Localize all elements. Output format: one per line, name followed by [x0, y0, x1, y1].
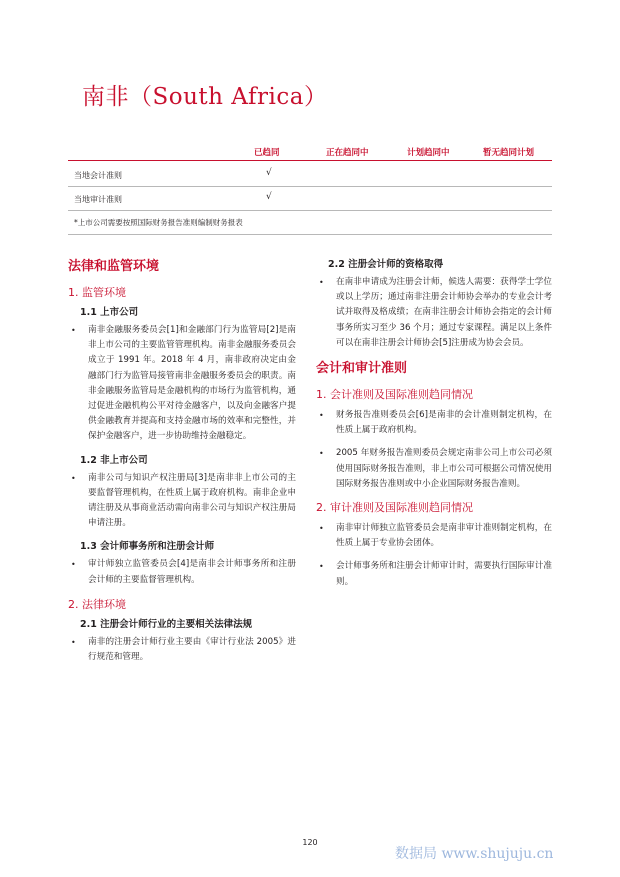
paragraph: 财务报告准则委员会[6]是南非的会计准则制定机构，在性质上属于政府机构。	[336, 410, 552, 436]
subsection-laws: 2.1 注册会计师行业的主要相关法律法规	[80, 618, 253, 630]
list-item	[316, 521, 552, 551]
page-number: 120	[302, 838, 318, 847]
table-header-rule	[68, 160, 552, 161]
paragraph: 南非的注册会计师行业主要由《审计行业法 2005》进行规范和管理。	[88, 636, 296, 663]
page-title: 南非（South Africa）	[82, 84, 328, 110]
bullet-icon: •	[71, 560, 76, 570]
header-converging: 正在趋同中	[326, 148, 369, 158]
bullet-icon: •	[319, 449, 324, 459]
subsection-firms: 1.3 会计师事务所和注册会计师	[80, 541, 215, 553]
table-check: √	[266, 168, 272, 178]
list-item	[316, 408, 552, 438]
subheading-legal: 2. 法律环境	[68, 597, 126, 611]
list-item	[68, 557, 296, 587]
bullet-icon: •	[319, 278, 324, 287]
list-item	[316, 446, 552, 492]
paragraph: 南非公司与知识产权注册局[3]是南非非上市公司的主要监督管理机构，在性质上属于政府机构。南非企业申请注册及从事商业活动需向南非公司与知识产权注册局申请注册。	[88, 472, 296, 529]
section-heading-legal: 法律和监管环境	[68, 259, 160, 274]
paragraph: 审计师独立监管委员会[4]是南非会计师事务所和注册会计师的主要监督管理机构。	[88, 559, 296, 585]
header-no-plan: 暂无趋同计划	[483, 148, 535, 158]
table-check: √	[266, 192, 272, 202]
list-item	[316, 559, 552, 589]
subheading-auditing: 2. 审计准则及国际准则趋同情况	[316, 501, 473, 515]
subheading-accounting: 1. 会计准则及国际准则趋同情况	[316, 388, 473, 402]
table-row-label: 当地审计准则	[74, 195, 122, 204]
subheading-regulatory: 1. 监管环境	[68, 286, 126, 299]
list-item	[68, 635, 296, 665]
table-bottom-rule	[68, 234, 552, 235]
paragraph: 南非金融服务委员会[1]和金融部门行为监管局[2]是南非上市公司的主要监管管理机构。南非金融服务委员会成立于 1991 年。2018 年 4 月，南非政府决定由金融部门行为监管局接管南非金融服务委员会的职责。南非金融服务监管局是金融机构的市场行为监管机构，通过促进金融机构公平对待金融客户，以及向金融客户提供金融教育并提高和支持金融市场的效率和完整性，并保护金融客户，进一步协助维持金融稳定。	[88, 325, 296, 442]
table-footnote: *上市公司需要按照国际财务报告准则编制财务报表	[74, 218, 243, 227]
paragraph: 会计师事务所和注册会计师审计时，需要执行国际审计准则。	[336, 561, 552, 587]
bullet-icon: •	[319, 562, 324, 572]
table-row-divider	[68, 210, 552, 211]
section-heading-standards: 会计和审计准则	[316, 361, 408, 377]
list-item	[316, 275, 552, 351]
watermark: 数据局 www.shujuju.cn	[395, 846, 554, 862]
bullet-icon: •	[319, 411, 324, 421]
left-column	[68, 258, 296, 671]
paragraph: 在南非申请成为注册会计师，候选人需要：获得学士学位或以上学历；通过南非注册会计师协会举办的专业会计考试并取得及格成绩；在南非注册会计师协会指定的会计师事务所实习至少 36 个月；通过专家课程。满足以上条件可以在南非注册会计师协会[5]注册成为协会会员。	[336, 277, 552, 348]
bullet-icon: •	[71, 326, 76, 335]
bullet-icon: •	[71, 473, 76, 483]
list-item	[68, 471, 296, 532]
subsection-unlisted: 1.2 非上市公司	[80, 454, 148, 466]
header-converged: 已趋同	[254, 148, 280, 158]
paragraph: 南非审计师独立监管委员会是南非审计准则制定机构，在性质上属于专业协会团体。	[336, 523, 552, 549]
header-planned: 计划趋同中	[407, 148, 450, 158]
list-item	[68, 323, 296, 445]
subsection-qualification: 2.2 注册会计师的资格取得	[328, 259, 444, 270]
table-row-label: 当地会计准则	[74, 171, 122, 180]
bullet-icon: •	[71, 637, 76, 647]
paragraph: 2005 年财务报告准则委员会规定南非公司上市公司必须使用国际财务报告准则，非上市公司可根据公司情况使用国际财务报告准则或中小企业国际财务报告准则。	[336, 448, 552, 489]
bullet-icon: •	[319, 524, 324, 534]
right-column	[316, 258, 552, 598]
subsection-listed: 1.1 上市公司	[80, 307, 139, 318]
table-row-divider	[68, 186, 552, 187]
